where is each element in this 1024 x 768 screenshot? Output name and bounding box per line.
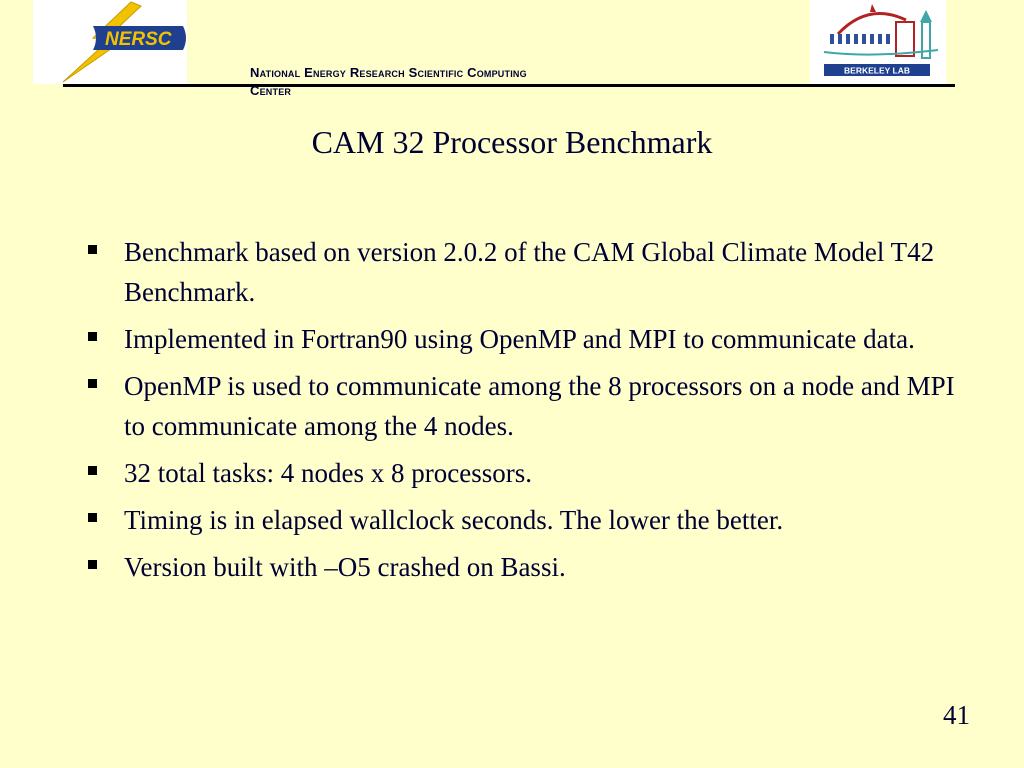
slide-title: CAM 32 Processor Benchmark bbox=[311, 124, 713, 160]
page-number: 41 bbox=[943, 700, 970, 730]
organization-name-line-1: National Energy Research Scientific Computing bbox=[250, 65, 527, 80]
organization-name-line-2: Center bbox=[250, 83, 292, 98]
square-bullet-icon bbox=[88, 513, 97, 522]
bullet-item bbox=[88, 319, 968, 359]
nersc-logo-graphic bbox=[33, 0, 187, 84]
bullet-text: OpenMP is used to communicate among the 8 processors on a node and MPI to communicate among the 4 nodes. bbox=[124, 371, 955, 441]
nersc-logo-text: NERSC bbox=[105, 29, 172, 50]
bullet-text: Timing is in elapsed wallclock seconds. The lower the better. bbox=[124, 505, 784, 535]
berkeley-lab-logo bbox=[810, 0, 946, 84]
square-bullet-icon bbox=[88, 466, 97, 475]
bullet-text: Version built with –O5 crashed on Bassi. bbox=[124, 552, 566, 582]
bullet-text: 32 total tasks: 4 nodes x 8 processors. bbox=[124, 458, 532, 488]
bullet-text: Implemented in Fortran90 using OpenMP and MPI to communicate data. bbox=[124, 324, 915, 354]
bullet-item bbox=[88, 232, 968, 312]
bullet-item bbox=[88, 453, 968, 493]
square-bullet-icon bbox=[88, 560, 97, 569]
bullet-list bbox=[88, 232, 968, 594]
nersc-logo bbox=[33, 0, 187, 84]
organization-name bbox=[250, 61, 770, 103]
berkeley-lab-logo-text: BERKELEY LAB bbox=[844, 65, 910, 76]
bullet-item bbox=[88, 547, 968, 587]
bullet-item bbox=[88, 500, 968, 540]
square-bullet-icon bbox=[88, 332, 97, 341]
square-bullet-icon bbox=[88, 245, 97, 254]
berkeley-lab-logo-graphic bbox=[810, 0, 946, 84]
square-bullet-icon bbox=[88, 379, 97, 388]
bullet-text: Benchmark based on version 2.0.2 of the CAM Global Climate Model T42 Benchmark. bbox=[124, 237, 935, 307]
bullet-item bbox=[88, 366, 968, 446]
